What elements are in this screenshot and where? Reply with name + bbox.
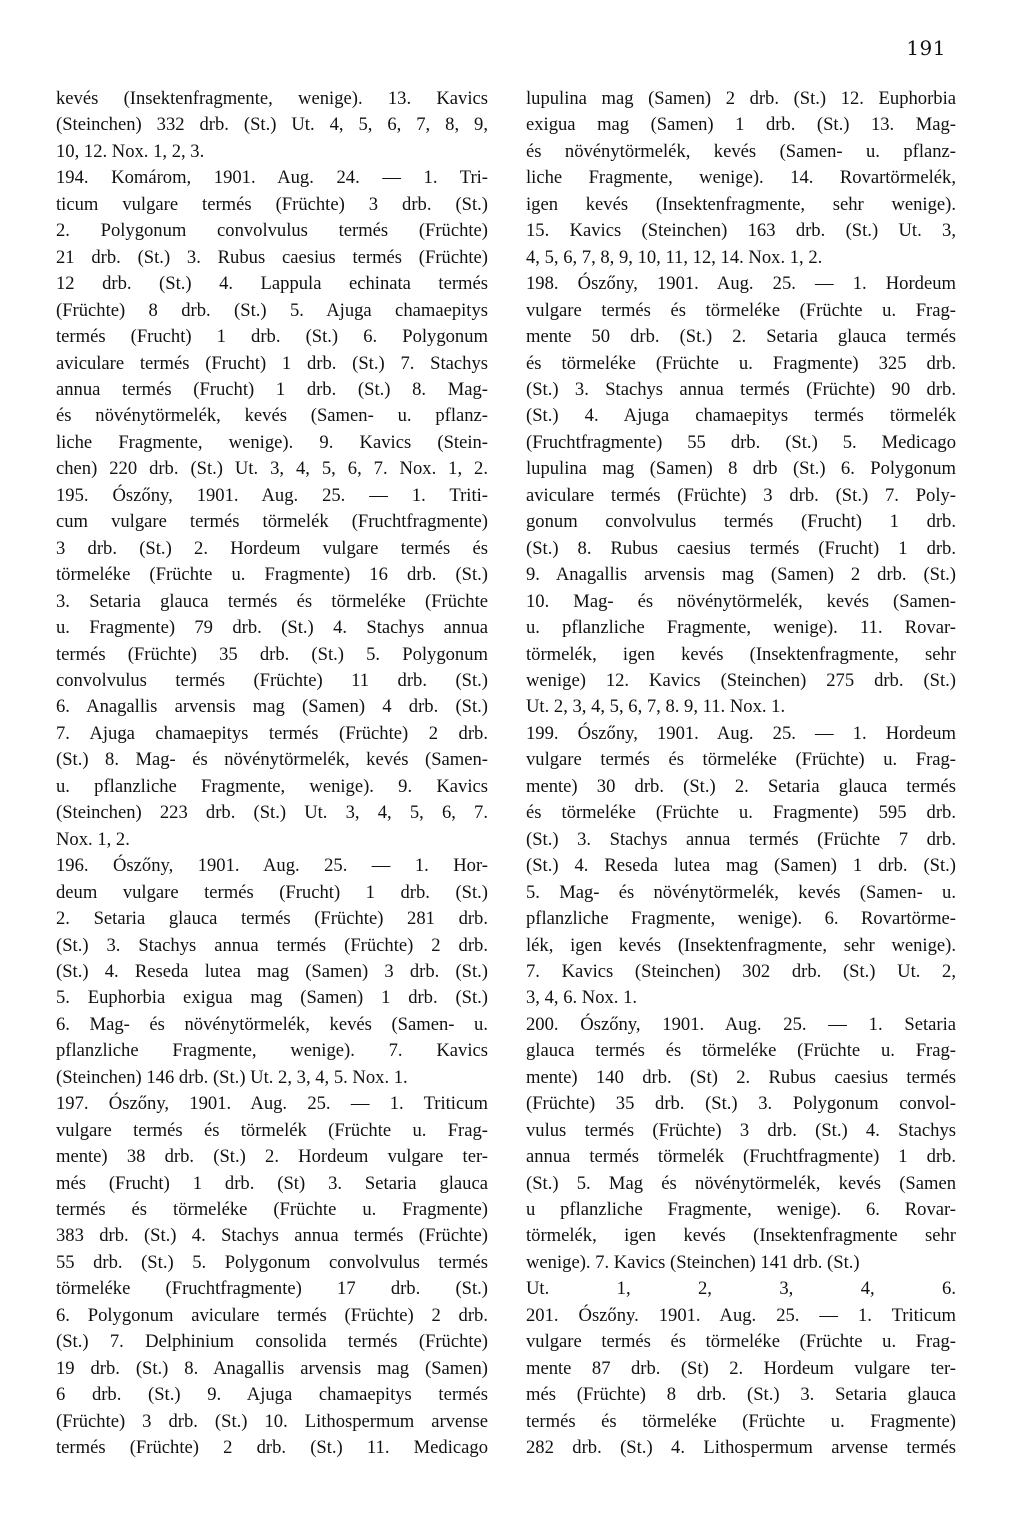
text-line: 199. Ószőny, 1901. Aug. 25. — 1. Hordeum <box>526 722 956 744</box>
text-line: 198. Ószőny, 1901. Aug. 25. — 1. Hordeum <box>526 273 956 295</box>
text-line: liche Fragmente, wenige). 14. Rovartörmelék, <box>526 167 956 189</box>
text-line: 10. Mag- és növénytörmelék, kevés (Samen- <box>526 590 956 612</box>
text-line: termés és törmeléke (Früchte u. Fragmente) <box>526 1410 956 1432</box>
text-line: u. pflanzliche Fragmente, wenige). 9. Kavics <box>56 775 488 797</box>
text-line: wenige). 7. Kavics (Steinchen) 141 drb. (St.) <box>526 1251 860 1273</box>
text-line: és növénytörmelék, kevés (Samen- u. pflanz- <box>526 140 956 162</box>
text-line: exigua mag (Samen) 1 drb. (St.) 13. Mag- <box>526 114 956 136</box>
text-line: 19 drb. (St.) 8. Anagallis arvensis mag (Samen) <box>56 1357 488 1379</box>
text-line: més (Frucht) 1 drb. (St) 3. Setaria glauca <box>56 1172 488 1194</box>
text-line: (St.) 4. Reseda lutea mag (Samen) 3 drb. (St.) <box>56 960 488 982</box>
text-line: és növénytörmelék, kevés (Samen- u. pflanz- <box>56 405 488 427</box>
text-line: deum vulgare termés (Frucht) 1 drb. (St.) <box>56 881 488 903</box>
text-line: (Steinchen) 146 drb. (St.) Ut. 2, 3, 4, 5. Nox. 1. <box>56 1066 408 1088</box>
text-line: aviculare termés (Frucht) 1 drb. (St.) 7. Stachys <box>56 352 488 374</box>
text-line: Ut. 2, 3, 4, 5, 6, 7, 8. 9, 11. Nox. 1. <box>526 696 786 718</box>
text-line: aviculare termés (Früchte) 3 drb. (St.) 7. Poly- <box>526 484 956 506</box>
text-line: 4, 5, 6, 7, 8, 9, 10, 11, 12, 14. Nox. 1, 2. <box>526 246 823 268</box>
text-line: 6. Polygonum aviculare termés (Früchte) 2 drb. <box>56 1304 488 1326</box>
text-line: (Fruchtfragmente) 55 drb. (St.) 5. Medicago <box>526 431 956 453</box>
text-line: 5. Euphorbia exigua mag (Samen) 1 drb. (St.) <box>56 987 488 1009</box>
text-line: 196. Ószőny, 1901. Aug. 25. — 1. Hor- <box>56 855 488 877</box>
text-line: (Früchte) 35 drb. (St.) 3. Polygonum convol- <box>526 1093 956 1115</box>
text-line: 7. Kavics (Steinchen) 302 drb. (St.) Ut. 2, <box>526 960 956 982</box>
text-line: annua termés (Frucht) 1 drb. (St.) 8. Mag- <box>56 378 488 400</box>
text-line: vulgare termés és törmeléke (Früchte u. Frag- <box>526 1331 956 1353</box>
text-line: törmeléke (Früchte u. Fragmente) 16 drb. (St.) <box>56 564 488 586</box>
text-line: vulus termés (Früchte) 3 drb. (St.) 4. Stachys <box>526 1119 956 1141</box>
text-line: 3. Setaria glauca termés és törmeléke (Früchte <box>56 590 488 612</box>
text-line: termés (Früchte) 35 drb. (St.) 5. Polygonum <box>56 643 488 665</box>
text-line: termés (Frucht) 1 drb. (St.) 6. Polygonum <box>56 326 488 348</box>
text-line: mente) 38 drb. (St.) 2. Hordeum vulgare ter- <box>56 1146 488 1168</box>
text-line: lék, igen kevés (Insektenfragmente, sehr wenige). <box>526 934 956 956</box>
text-line: 6. Anagallis arvensis mag (Samen) 4 drb. (St.) <box>56 696 488 718</box>
text-line: (St.) 8. Rubus caesius termés (Frucht) 1 drb. <box>526 537 956 559</box>
text-line: u. pflanzliche Fragmente, wenige). 11. Rovar- <box>526 617 956 639</box>
text-line: (St.) 7. Delphinium consolida termés (Früchte) <box>56 1331 488 1353</box>
text-line: 7. Ajuga chamaepitys termés (Früchte) 2 drb. <box>56 722 488 744</box>
text-line: 200. Ószőny, 1901. Aug. 25. — 1. Setaria <box>526 1013 956 1035</box>
text-line: vulgare termés és törmeléke (Früchte u. Frag- <box>526 299 956 321</box>
text-line: convolvulus termés (Früchte) 11 drb. (St.) <box>56 669 488 691</box>
text-line: 5. Mag- és növénytörmelék, kevés (Samen- u. <box>526 881 956 903</box>
text-line: igen kevés (Insektenfragmente, sehr wenige). <box>526 193 956 215</box>
text-line: 15. Kavics (Steinchen) 163 drb. (St.) Ut. 3, <box>526 220 956 242</box>
text-line: 201. Ószőny. 1901. Aug. 25. — 1. Triticum <box>526 1304 956 1326</box>
text-line: u. Fragmente) 79 drb. (St.) 4. Stachys annua <box>56 617 488 639</box>
text-line: glauca termés és törmeléke (Früchte u. Frag- <box>526 1040 956 1062</box>
text-line: pflanzliche Fragmente, wenige). 7. Kavics <box>56 1040 488 1062</box>
text-line: Nox. 1, 2. <box>56 828 130 850</box>
text-line: (St.) 8. Mag- és növénytörmelék, kevés (Samen- <box>56 749 488 771</box>
text-line: 10, 12. Nox. 1, 2, 3. <box>56 140 205 162</box>
text-line: 194. Komárom, 1901. Aug. 24. — 1. Tri- <box>56 167 488 189</box>
text-line: (St.) 4. Reseda lutea mag (Samen) 1 drb. (St.) <box>526 855 956 877</box>
text-line: (Steinchen) 332 drb. (St.) Ut. 4, 5, 6, 7, 8, 9, <box>56 114 488 136</box>
text-line: gonum convolvulus termés (Frucht) 1 drb. <box>526 511 956 533</box>
page-number: 191 <box>906 36 946 60</box>
text-line: 2. Polygonum convolvulus termés (Früchte) <box>56 220 488 242</box>
text-line: mente) 140 drb. (St) 2. Rubus caesius termés <box>526 1066 956 1088</box>
text-line: (Früchte) 8 drb. (St.) 5. Ajuga chamaepitys <box>56 299 488 321</box>
text-line: cum vulgare termés törmelék (Fruchtfragmente) <box>56 511 488 533</box>
text-line: törmelék, igen kevés (Insektenfragmente sehr <box>526 1225 956 1247</box>
text-line: 383 drb. (St.) 4. Stachys annua termés (Früchte) <box>56 1225 488 1247</box>
text-line: Ut. 1, 2, 3, 4, 6. <box>526 1278 956 1300</box>
text-line: és törmeléke (Früchte u. Fragmente) 325 drb. <box>526 352 956 374</box>
text-line: kevés (Insektenfragmente, wenige). 13. Kavics <box>56 88 488 109</box>
text-line: és törmeléke (Früchte u. Fragmente) 595 drb. <box>526 802 956 824</box>
text-line: 6. Mag- és növénytörmelék, kevés (Samen- u. <box>56 1013 488 1035</box>
text-line: 6 drb. (St.) 9. Ajuga chamaepitys termés <box>56 1384 488 1406</box>
text-line: termés (Früchte) 2 drb. (St.) 11. Medicago <box>56 1437 488 1459</box>
text-line: mente 50 drb. (St.) 2. Setaria glauca termés <box>526 326 956 348</box>
text-line: liche Fragmente, wenige). 9. Kavics (Stein- <box>56 431 488 453</box>
text-line: 282 drb. (St.) 4. Lithospermum arvense termés <box>526 1437 956 1459</box>
text-line: mente) 30 drb. (St.) 2. Setaria glauca termés <box>526 775 956 797</box>
left-column <box>56 86 488 1462</box>
text-line: 55 drb. (St.) 5. Polygonum convolvulus termés <box>56 1251 488 1273</box>
text-line: 2. Setaria glauca termés (Früchte) 281 drb. <box>56 908 488 930</box>
text-line: termés és törmeléke (Früchte u. Fragmente) <box>56 1199 488 1221</box>
text-line: (St.) 3. Stachys annua termés (Früchte) 2 drb. <box>56 934 488 956</box>
text-line: (St.) 3. Stachys annua termés (Früchte 7 drb. <box>526 828 956 850</box>
text-line: 9. Anagallis arvensis mag (Samen) 2 drb. (St.) <box>526 564 956 586</box>
right-column <box>526 86 956 1462</box>
text-line: (St.) 5. Mag és növénytörmelék, kevés (Samen <box>526 1172 956 1194</box>
text-line: 197. Ószőny, 1901. Aug. 25. — 1. Triticum <box>56 1093 488 1115</box>
text-line: 21 drb. (St.) 3. Rubus caesius termés (Früchte) <box>56 246 488 268</box>
text-line: 3 drb. (St.) 2. Hordeum vulgare termés és <box>56 537 488 559</box>
text-line: vulgare termés és törmeléke (Früchte) u. Frag- <box>526 749 956 771</box>
text-line: lupulina mag (Samen) 2 drb. (St.) 12. Euphorbia <box>526 88 956 109</box>
text-line: wenige) 12. Kavics (Steinchen) 275 drb. (St.) <box>526 669 956 691</box>
text-line: (St.) 4. Ajuga chamaepitys termés törmelék <box>526 405 956 427</box>
text-line: mente 87 drb. (St) 2. Hordeum vulgare ter- <box>526 1357 956 1379</box>
text-line: (St.) 3. Stachys annua termés (Früchte) 90 drb. <box>526 378 956 400</box>
text-line: 195. Ószőny, 1901. Aug. 25. — 1. Triti- <box>56 484 488 506</box>
text-line: més (Früchte) 8 drb. (St.) 3. Setaria glauca <box>526 1384 956 1406</box>
text-line: u pflanzliche Fragmente, wenige). 6. Rovar- <box>526 1199 956 1221</box>
text-line: törmelék, igen kevés (Insektenfragmente, sehr <box>526 643 956 665</box>
text-line: 12 drb. (St.) 4. Lappula echinata termés <box>56 273 488 295</box>
text-line: pflanzliche Fragmente, wenige). 6. Rovartörme- <box>526 908 956 930</box>
text-line: chen) 220 drb. (St.) Ut. 3, 4, 5, 6, 7. Nox. 1, 2. <box>56 458 488 480</box>
text-line: vulgare termés és törmelék (Früchte u. Frag- <box>56 1119 488 1141</box>
text-line: (Früchte) 3 drb. (St.) 10. Lithospermum arvense <box>56 1410 488 1432</box>
text-line: ticum vulgare termés (Früchte) 3 drb. (St.) <box>56 193 488 215</box>
text-line: 3, 4, 6. Nox. 1. <box>526 987 638 1009</box>
text-line: (Steinchen) 223 drb. (St.) Ut. 3, 4, 5, 6, 7. <box>56 802 488 824</box>
text-line: lupulina mag (Samen) 8 drb (St.) 6. Polygonum <box>526 458 956 480</box>
text-line: annua termés törmelék (Fruchtfragmente) 1 drb. <box>526 1146 956 1168</box>
text-line: törmeléke (Fruchtfragmente) 17 drb. (St.) <box>56 1278 488 1300</box>
